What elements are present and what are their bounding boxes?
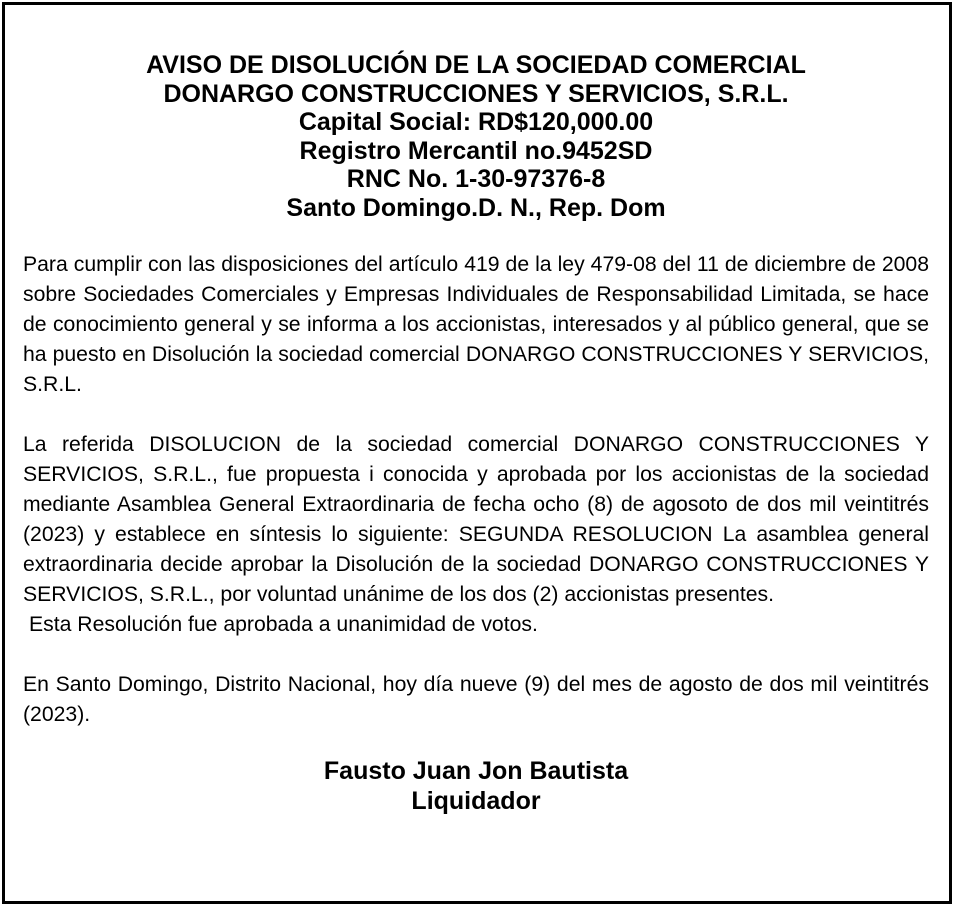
heading-capital-social: Capital Social: RD$120,000.00 — [298, 108, 654, 136]
signature-title: Liquidador — [411, 787, 541, 815]
notice-content — [23, 51, 929, 816]
heading-title-line: AVISO DE DISOLUCIÓN DE LA SOCIEDAD COMERCIAL — [146, 51, 806, 79]
body-paragraph-2-resolution-note: Esta Resolución fue aprobada a unanimidad de votos. — [29, 613, 538, 636]
notice-heading — [23, 51, 929, 222]
signature-name: Fausto Juan Jon Bautista — [323, 757, 629, 785]
heading-company-name: DONARGO CONSTRUCCIONES Y SERVICIOS, S.R.L. — [163, 79, 789, 108]
body-paragraph-2-text: La referida DISOLUCION de la sociedad comercial DONARGO CONSTRUCCIONES Y SERVICIOS, S.R.L., fue propuesta i conocida y aprobada por los accionistas de la sociedad mediante Asamblea General Extraordinaria de fecha ocho (8) de agosoto de dos mil veintitrés (2023) y establece en síntesis lo siguiente: SEGUNDA RESOLUCION La asamblea general extraordinaria decide aprobar la Disolución de la sociedad DONARGO CONSTRUCCIONES Y SERVICIOS, S.R.L., por voluntad unánime de los dos (2) accionistas presentes. — [23, 433, 929, 606]
notice-border — [2, 2, 952, 904]
heading-rnc: RNC No. 1-30-97376-8 — [346, 165, 606, 193]
signature-block — [23, 756, 929, 816]
heading-registro-mercantil: Registro Mercantil no.9452SD — [299, 136, 653, 165]
heading-location: Santo Domingo.D. N., Rep. Dom — [286, 193, 666, 222]
body-paragraph-1: Para cumplir con las disposiciones del artículo 419 de la ley 479-08 del 11 de diciembre de 2008 sobre Sociedades Comerciales y Empresas Individuales de Responsabilidad Limitada, se hace de conocimiento general y se informa a los accionistas, interesados y al público general, que se ha puesto en Disolución la sociedad comercial DONARGO CONSTRUCCIONES Y SERVICIOS, S.R.L. — [23, 253, 929, 396]
body-paragraph-2 — [23, 430, 929, 640]
body-paragraph-3: En Santo Domingo, Distrito Nacional, hoy día nueve (9) del mes de agosto de dos mil veintitrés (2023). — [23, 673, 929, 726]
